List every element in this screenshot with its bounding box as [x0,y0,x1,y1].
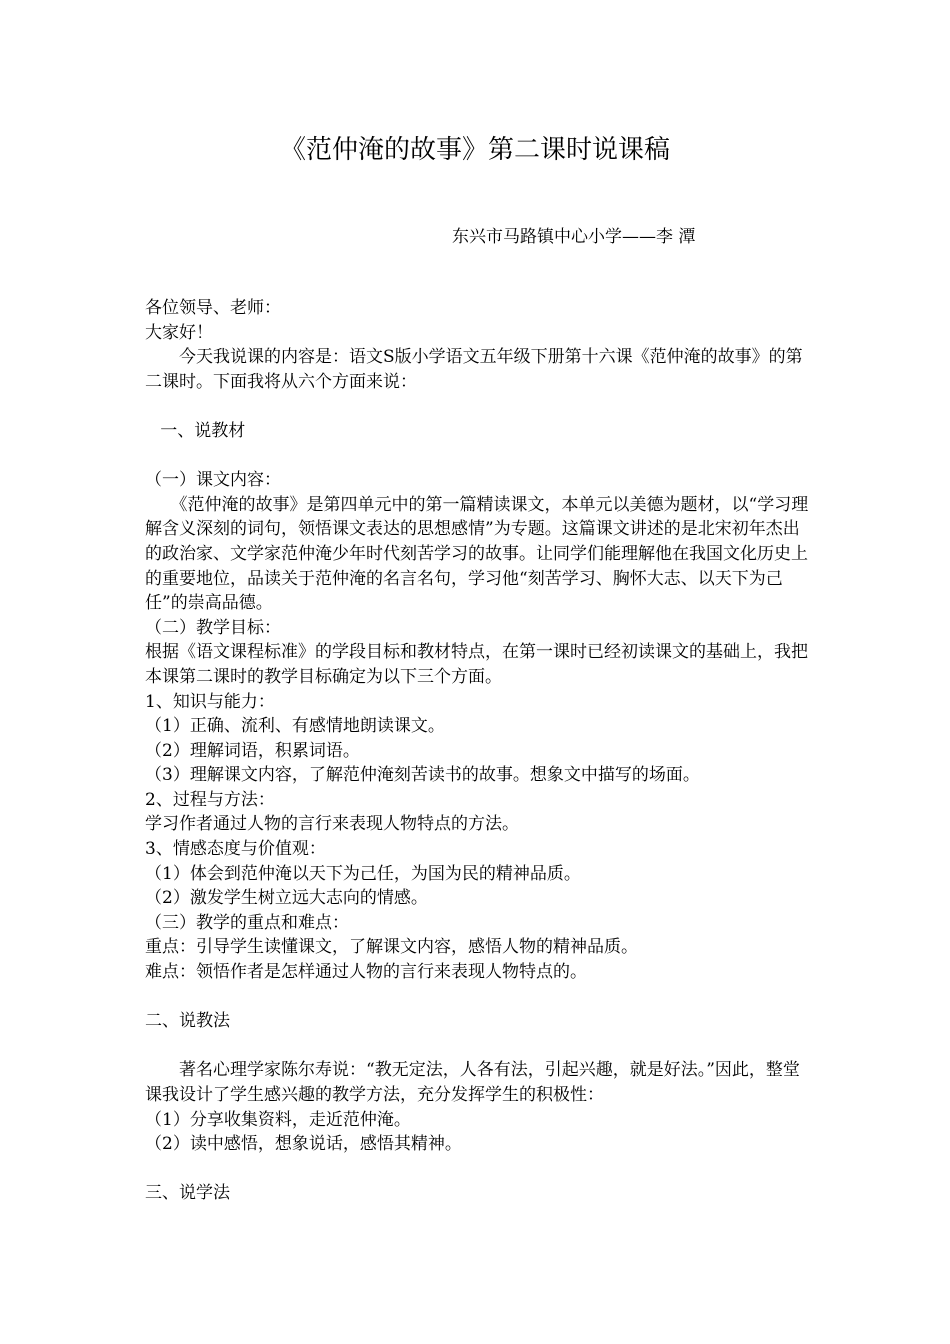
goal-process-heading: 2、过程与方法： [145,789,275,810]
subsection-goals-heading: （二）教学目标： [145,617,281,638]
list-item: （3）理解课文内容，了解范仲淹刻苦读书的故事。想象文中描写的场面。 [145,765,700,786]
goals-paragraph: 根据《语文课程标准》的学段目标和教材特点，在第一课时已经初读课文的基础上，我把本课第二课时的教学目标确定为以下三个方面。 [145,642,808,687]
spacer [145,1157,810,1182]
author-line: 东兴市马路镇中心小学——李 潭 [452,227,696,247]
section-2-heading: 二、说教法 [145,1011,230,1032]
list-item: （1）正确、流利、有感情地朗读课文。 [145,716,445,737]
list-item: （2）理解词语，积累词语。 [145,740,360,761]
goal-knowledge-heading: 1、知识与能力： [145,691,275,712]
key-point: 重点：引导学生读懂课文，了解课文内容，感悟人物的精神品质。 [145,937,638,958]
list-item: （2）激发学生树立远大志向的情感。 [145,888,428,909]
goal-emotion-heading: 3、情感态度与价值观： [145,839,326,860]
intro-paragraph: 今天我说课的内容是：语文S版小学语文五年级下册第十六课《范仲淹的故事》的第二课时。下面我将从六个方面来说： [145,347,803,392]
spacer [145,444,810,469]
section-3-heading: 三、说学法 [145,1183,230,1204]
subsection-content-heading: （一）课文内容： [145,470,281,491]
greeting-all: 大家好！ [145,322,213,343]
list-item: （2）读中感悟，想象说话，感悟其精神。 [145,1134,462,1155]
subsection-keypoints-heading: （三）教学的重点和难点： [145,912,349,933]
content-paragraph: 《范仲淹的故事》是第四单元中的第一篇精读课文，本单元以美德为题材，以“学习理解含义深刻的词句，领悟课文表达的思想感情”为专题。这篇课文讲述的是北宋初年杰出的政治家、文学家范仲淹少年时代刻苦学习的故事。让同学们能理解他在我国文化历史上的重要地位，品读关于范仲淹的名言名句，学习他“刻苦学习、胸怀大志、以天下为己任”的崇高品德。 [145,494,809,614]
list-item: （1）分享收集资料，走近范仲淹。 [145,1109,411,1130]
spacer [145,1034,810,1059]
section-1-heading: 一、说教材 [160,420,246,441]
goal-process-text: 学习作者通过人物的言行来表现人物特点的方法。 [145,814,519,835]
method-paragraph: 著名心理学家陈尔寿说：“教无定法，人各有法，引起兴趣，就是好法。”因此，整堂课我设计了学生感兴趣的教学方法，充分发挥学生的积极性： [145,1060,800,1105]
list-item: （1）体会到范仲淹以天下为己任，为国为民的精神品质。 [145,863,581,884]
spacer [145,985,810,1010]
document-title: 《范仲淹的故事》第二课时说课稿 [279,135,670,165]
greeting-leaders: 各位领导、老师： [145,298,281,318]
document-body [145,296,810,1206]
difficult-point: 难点：领悟作者是怎样通过人物的言行来表现人物特点的。 [145,962,587,983]
spacer [145,394,810,419]
